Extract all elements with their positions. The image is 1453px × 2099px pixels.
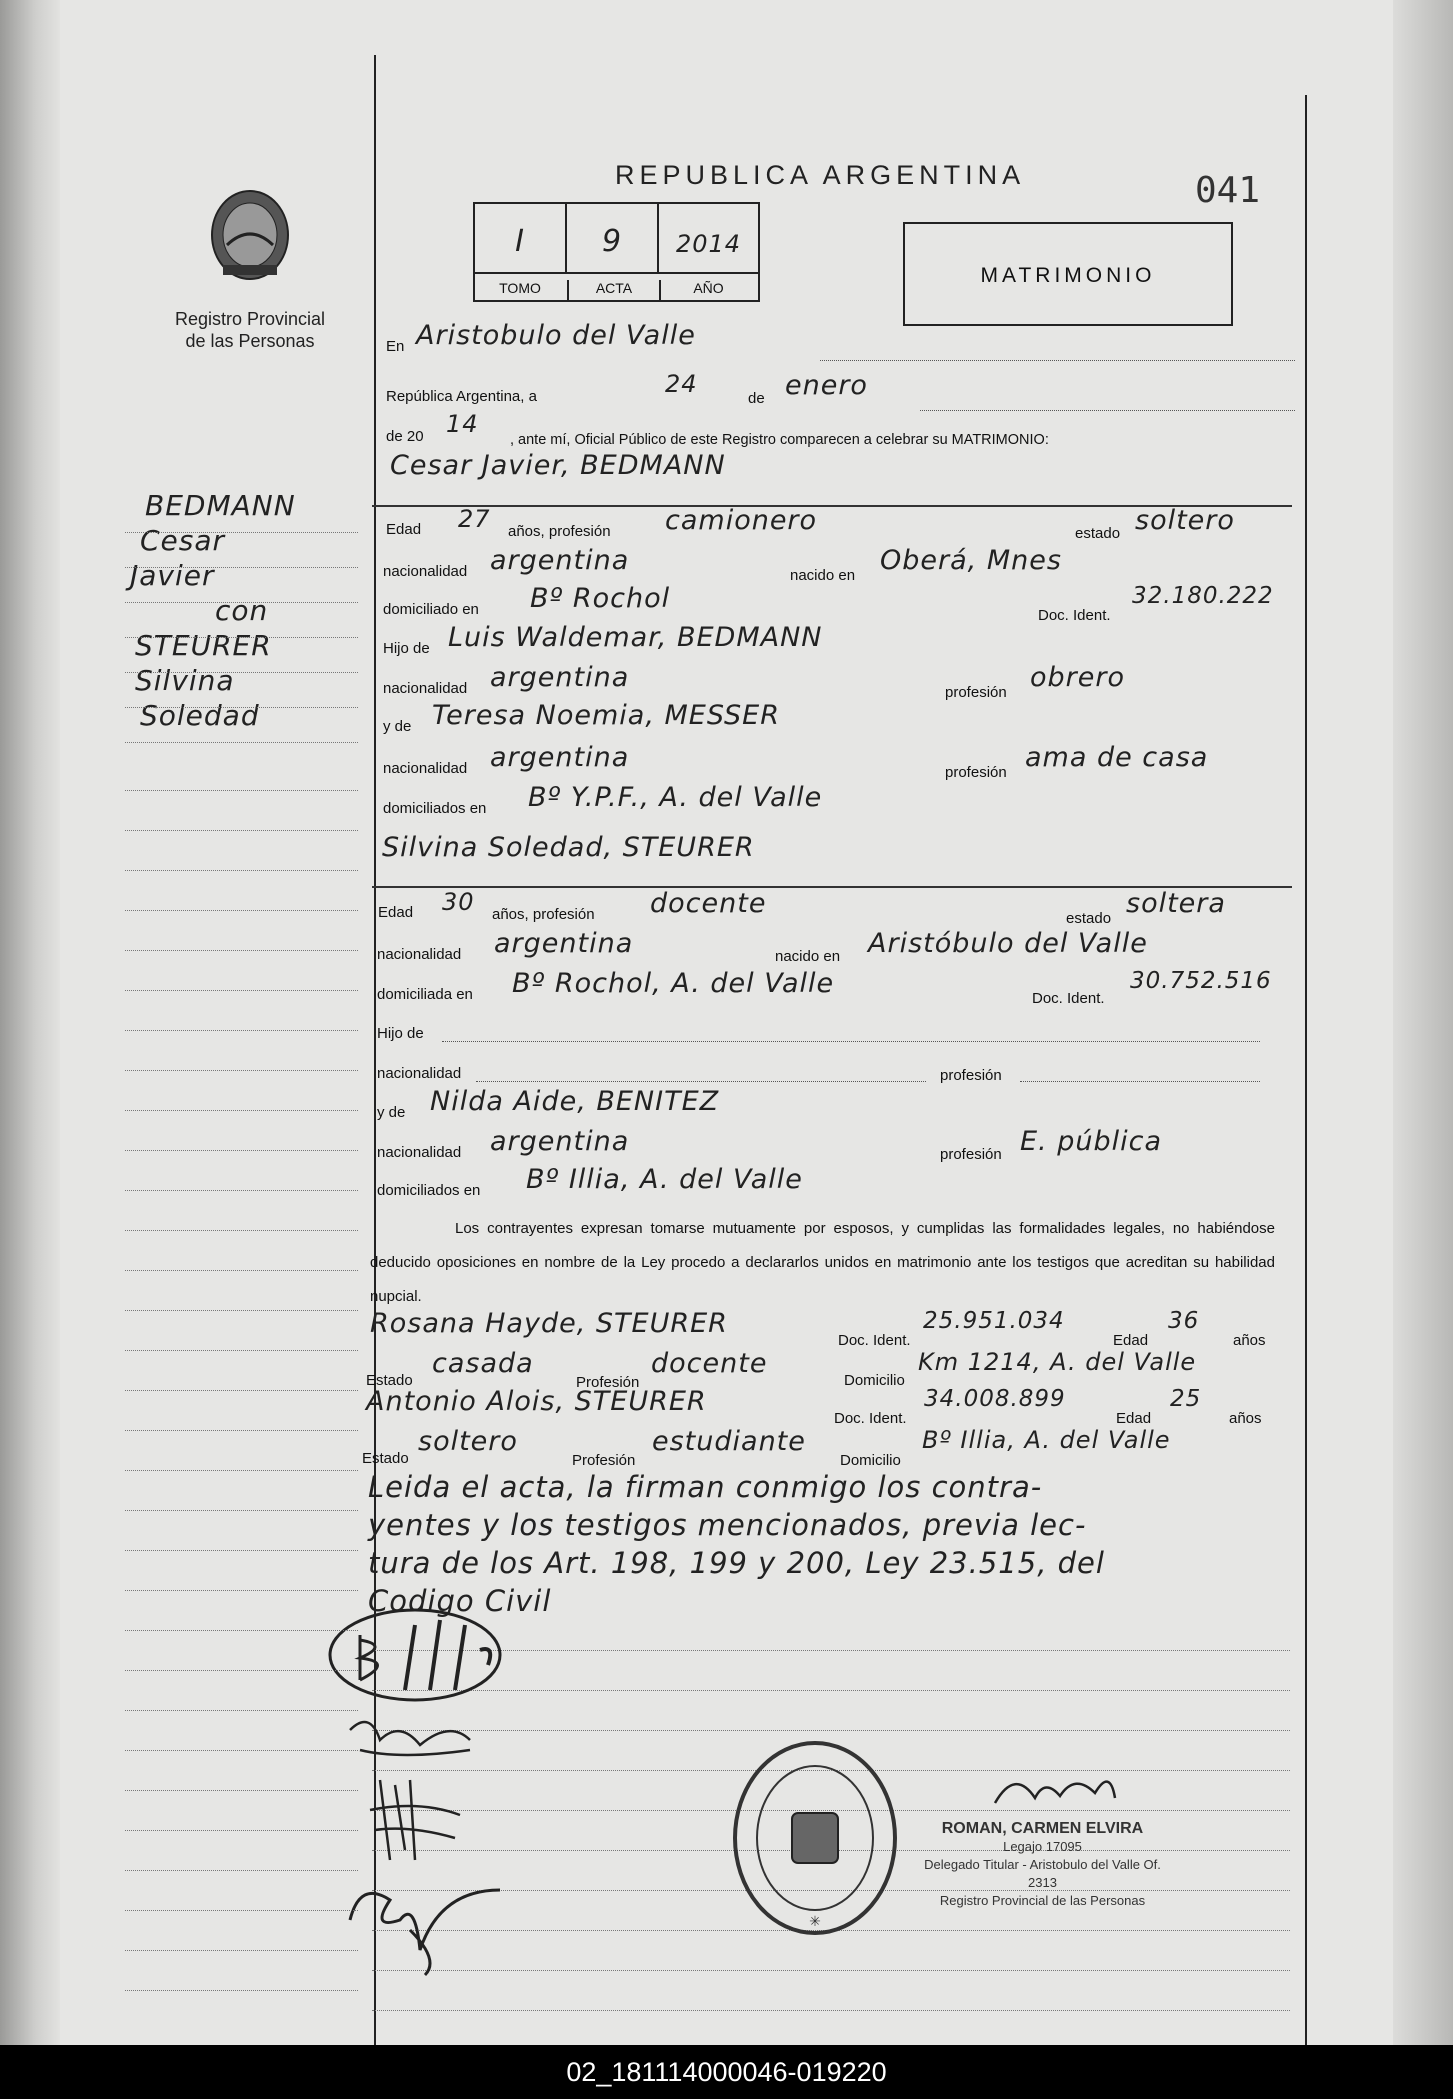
witness1-name: Rosana Hayde, STEURER xyxy=(370,1308,728,1339)
month-value: enero xyxy=(785,370,868,401)
margin-rule xyxy=(125,1030,358,1031)
bride-birthplace: Aristóbulo del Valle xyxy=(868,928,1148,959)
label-profesion: Profesión xyxy=(576,1374,640,1391)
ruled-line xyxy=(372,2010,1290,2011)
margin-rule xyxy=(125,567,358,568)
margin-rule xyxy=(125,950,358,951)
margin-rule xyxy=(125,637,358,638)
margin-line-1: BEDMANN xyxy=(145,489,296,522)
label-doc-ident: Doc. Ident. xyxy=(838,1332,911,1349)
groom-mother-nationality: argentina xyxy=(490,742,630,773)
bride-civil-status: soltera xyxy=(1126,888,1226,919)
margin-line-5: STEURER xyxy=(135,629,272,662)
officer-stamp-text xyxy=(915,1820,1170,1910)
label-domiciliado-en: domiciliado en xyxy=(383,601,479,618)
label-nacionalidad: nacionalidad xyxy=(383,680,468,697)
witness2-civil-status: soltero xyxy=(418,1426,518,1457)
officer-legajo: Legajo 17095 xyxy=(1003,1839,1082,1854)
label-y-de: y de xyxy=(377,1104,406,1121)
row-bride-mother-details xyxy=(377,1126,1295,1170)
label-estado: estado xyxy=(1075,525,1121,542)
witness1-doc-id: 25.951.034 xyxy=(923,1308,1065,1334)
closing-line-3: tura de los Art. 198, 199 y 200, Ley 23.515, del xyxy=(368,1546,1105,1580)
page-edge xyxy=(1393,0,1453,2045)
margin-rule xyxy=(125,1790,358,1791)
groom-father: Luis Waldemar, BEDMANN xyxy=(448,622,823,653)
label-nacionalidad: nacionalidad xyxy=(377,946,462,963)
margin-rule xyxy=(125,532,358,533)
province-emblem-icon xyxy=(205,185,295,285)
record-number-box xyxy=(473,202,760,302)
label-anos: años xyxy=(1233,1332,1266,1349)
day-value: 24 xyxy=(665,370,698,398)
margin-line-6: Silvina xyxy=(135,664,235,697)
row-place xyxy=(380,320,1295,364)
label-estado: Estado xyxy=(366,1372,413,1389)
label-domicilio: Domicilio xyxy=(844,1372,905,1389)
margin-rule xyxy=(125,1710,358,1711)
row-bride-name xyxy=(380,832,1295,876)
label-anos-profesion: años, profesión xyxy=(492,906,595,923)
label-hijo-de: Hijo de xyxy=(377,1025,424,1042)
groom-mother: Teresa Noemia, MESSER xyxy=(432,700,781,731)
row-bride-nationality xyxy=(377,928,1295,972)
registry-line-2: de las Personas xyxy=(185,331,315,351)
label-profesion: profesión xyxy=(945,684,1007,701)
row-bride-age xyxy=(378,888,1295,932)
officer-signature xyxy=(985,1758,1135,1818)
witness2-doc-id: 34.008.899 xyxy=(924,1386,1066,1412)
label-profesion: Profesión xyxy=(572,1452,636,1469)
signature-oval xyxy=(330,1610,500,1700)
tomo-cell xyxy=(475,204,567,272)
label-nacionalidad: nacionalidad xyxy=(383,563,468,580)
label-edad: Edad xyxy=(1113,1332,1149,1349)
margin-rule xyxy=(125,1870,358,1871)
row-groom-mother xyxy=(380,700,1295,744)
closing-line-4: Codigo Civil xyxy=(368,1584,552,1618)
place-value: Aristobulo del Valle xyxy=(416,320,696,351)
record-labels xyxy=(475,272,758,302)
ano-cell xyxy=(659,204,758,272)
groom-birthplace: Oberá, Mnes xyxy=(880,545,1062,576)
tomo-label: TOMO xyxy=(499,280,541,296)
label-anos: años xyxy=(1229,1410,1262,1427)
acta-value: 9 xyxy=(601,224,623,259)
witness1-profession: docente xyxy=(651,1348,768,1379)
label-estado: Estado xyxy=(362,1450,409,1467)
margin-rule xyxy=(125,1390,358,1391)
groom-father-nationality: argentina xyxy=(490,662,630,693)
margin-rule xyxy=(125,1950,358,1951)
margin-rule xyxy=(125,672,358,673)
label-nacido-en: nacido en xyxy=(775,948,841,965)
bride-name-value: Silvina Soledad, STEURER xyxy=(382,832,755,863)
margin-rule xyxy=(125,870,358,871)
margin-rule xyxy=(125,1110,358,1111)
label-edad: Edad xyxy=(378,904,414,921)
witness-signature-2 xyxy=(370,1780,460,1860)
witness2-age: 25 xyxy=(1170,1386,1202,1412)
margin-rule xyxy=(125,1670,358,1671)
ano-value: 2014 xyxy=(675,230,742,258)
label-estado: estado xyxy=(1066,910,1112,927)
margin-rule xyxy=(125,790,358,791)
groom-doc-id: 32.180.222 xyxy=(1132,583,1274,609)
document-type-box xyxy=(903,222,1233,326)
margin-rule xyxy=(125,910,358,911)
declaration-text: Los contrayentes expresan tomarse mutuamente por esposos, y cumplidas las formalidades legales, no habiéndose deducido oposiciones en nombre de la Ley procedo a declararlos unidos en matrimonio ante los testigos que acreditan su habilidad nupcial. xyxy=(370,1220,1275,1305)
groom-mother-profession: ama de casa xyxy=(1025,742,1209,773)
margin-rule xyxy=(125,707,358,708)
margin-rule xyxy=(125,1230,358,1231)
groom-age: 27 xyxy=(458,505,491,533)
label-republica: República Argentina, a xyxy=(386,388,537,405)
label-edad: Edad xyxy=(386,521,422,538)
fill-line xyxy=(820,360,1295,361)
bride-nationality: argentina xyxy=(494,928,634,959)
ano-label: AÑO xyxy=(693,280,724,296)
label-doc-ident: Doc. Ident. xyxy=(834,1410,907,1427)
groom-name-value: Cesar Javier, BEDMANN xyxy=(390,450,726,481)
margin-rule xyxy=(125,1190,358,1191)
margin-line-7: Soledad xyxy=(140,699,260,732)
margin-rule xyxy=(125,1310,358,1311)
acta-cell xyxy=(567,204,659,272)
groom-civil-status: soltero xyxy=(1135,505,1235,536)
officer-initials xyxy=(350,1890,500,1975)
label-de-20: de 20 xyxy=(386,428,424,445)
margin-rule xyxy=(125,830,358,831)
label-doc-ident: Doc. Ident. xyxy=(1032,990,1105,1007)
groom-nationality: argentina xyxy=(490,545,630,576)
row-bride-father xyxy=(377,1017,1295,1051)
margin-note xyxy=(130,488,296,733)
label-domiciliada-en: domiciliada en xyxy=(377,986,473,1003)
official-seal xyxy=(730,1738,900,1938)
label-domiciliados-en: domiciliados en xyxy=(377,1182,481,1199)
label-nacionalidad: nacionalidad xyxy=(377,1144,462,1161)
margin-rule xyxy=(125,1350,358,1351)
margin-line-3: Javier xyxy=(130,559,215,592)
label-domiciliados-en: domiciliados en xyxy=(383,800,487,817)
svg-text:✳: ✳ xyxy=(809,1914,821,1930)
label-domicilio: Domicilio xyxy=(840,1452,901,1469)
witness2-name: Antonio Alois, STEURER xyxy=(366,1386,707,1417)
row-witness-2-details xyxy=(362,1426,1277,1470)
margin-rule xyxy=(125,1830,358,1831)
margin-rule xyxy=(125,1910,358,1911)
label-en: En xyxy=(386,338,405,355)
margin-rule xyxy=(125,1750,358,1751)
fill-line xyxy=(920,410,1295,411)
row-bride-parents-address xyxy=(377,1164,1295,1208)
row-year xyxy=(380,410,1295,452)
margin-rule xyxy=(125,1430,358,1431)
margin-rule xyxy=(125,1070,358,1071)
book-spine xyxy=(0,0,60,2045)
witness1-address: Km 1214, A. del Valle xyxy=(918,1348,1197,1376)
right-border xyxy=(1305,95,1307,2045)
margin-rule xyxy=(125,1150,358,1151)
row-groom-mother-details xyxy=(380,742,1295,786)
margin-rule xyxy=(125,1630,358,1631)
margin-rule xyxy=(125,1550,358,1551)
label-doc-ident: Doc. Ident. xyxy=(1038,607,1111,624)
closing-line-2: yentes y los testigos mencionados, previa lec- xyxy=(368,1508,1087,1542)
bride-age: 30 xyxy=(442,888,475,916)
label-hijo-de: Hijo de xyxy=(383,640,430,657)
bride-address: Bº Rochol, A. del Valle xyxy=(512,968,835,999)
fill-line xyxy=(442,1041,1260,1042)
witness2-profession: estudiante xyxy=(652,1426,806,1457)
bride-profession: docente xyxy=(650,888,767,919)
bride-mother: Nilda Aide, BENITEZ xyxy=(430,1086,720,1117)
margin-rule xyxy=(125,742,358,743)
bride-parents-address: Bº Illia, A. del Valle xyxy=(526,1164,803,1195)
row-groom-parents-address xyxy=(380,782,1295,826)
row-groom-age xyxy=(380,505,1295,549)
row-groom-father xyxy=(380,622,1295,666)
groom-parents-address: Bº Y.P.F., A. del Valle xyxy=(528,782,823,813)
fill-line xyxy=(1020,1081,1260,1082)
bride-mother-nationality: argentina xyxy=(490,1126,630,1157)
margin-rule xyxy=(125,1470,358,1471)
acta-label: ACTA xyxy=(567,280,661,302)
page-number: 041 xyxy=(1195,170,1261,211)
margin-line-4: con xyxy=(215,594,269,627)
row-groom-name xyxy=(380,450,1295,494)
margin-rule xyxy=(125,1270,358,1271)
signatures-drawing xyxy=(320,1600,580,1980)
groom-address: Bº Rochol xyxy=(530,583,671,614)
margin-rule xyxy=(125,1990,358,1991)
margin-rule xyxy=(125,1510,358,1511)
officer-title: Delegado Titular - Aristobulo del Valle Of. 2313 xyxy=(924,1857,1161,1890)
officer-registry: Registro Provincial de las Personas xyxy=(939,1893,1146,1908)
registry-name xyxy=(160,308,340,352)
label-edad: Edad xyxy=(1116,1410,1152,1427)
label-y-de: y de xyxy=(383,718,412,735)
closing-text xyxy=(368,1468,1278,1620)
label-profesion: profesión xyxy=(945,764,1007,781)
margin-line-2: Cesar xyxy=(140,524,226,557)
document-type: MATRIMONIO xyxy=(980,264,1156,287)
row-bride-mother xyxy=(377,1086,1295,1130)
label-anos-profesion: años, profesión xyxy=(508,523,611,540)
closing-line-1: Leida el acta, la firman conmigo los contra- xyxy=(368,1470,1043,1504)
groom-father-profession: obrero xyxy=(1030,662,1125,693)
label-nacionalidad: nacionalidad xyxy=(377,1065,462,1082)
row-date xyxy=(380,370,1295,414)
witness1-civil-status: casada xyxy=(432,1348,534,1379)
margin-rule xyxy=(125,1590,358,1591)
margin-rule xyxy=(125,602,358,603)
row-bride-address xyxy=(377,968,1295,1012)
registry-line-1: Registro Provincial xyxy=(174,309,326,329)
image-id-caption: 02_181114000046-019220 xyxy=(0,2045,1453,2099)
bride-doc-id: 30.752.516 xyxy=(1130,968,1272,994)
fill-line xyxy=(476,1081,926,1082)
label-profesion: profesión xyxy=(940,1146,1002,1163)
witness2-address: Bº Illia, A. del Valle xyxy=(922,1426,1171,1454)
witness1-age: 36 xyxy=(1168,1308,1200,1334)
label-nacionalidad: nacionalidad xyxy=(383,760,468,777)
header-title: REPUBLICA ARGENTINA xyxy=(615,160,1026,190)
bride-mother-profession: E. pública xyxy=(1020,1126,1163,1157)
label-nacido-en: nacido en xyxy=(790,567,856,584)
label-ante-mi: , ante mí, Oficial Público de este Registro comparecen a celebrar su MATRIMONIO: xyxy=(510,432,1049,448)
row-witness-2 xyxy=(364,1386,1279,1430)
label-profesion: profesión xyxy=(940,1067,1002,1084)
row-witness-1 xyxy=(368,1308,1283,1352)
groom-profession: camionero xyxy=(665,505,818,536)
tomo-value: I xyxy=(515,224,525,259)
label-de: de xyxy=(748,390,765,407)
officer-name: ROMAN, CARMEN ELVIRA xyxy=(941,1820,1144,1837)
year-suffix-value: 14 xyxy=(446,410,479,438)
margin-rule xyxy=(125,990,358,991)
witness-signature-1 xyxy=(350,1722,470,1755)
